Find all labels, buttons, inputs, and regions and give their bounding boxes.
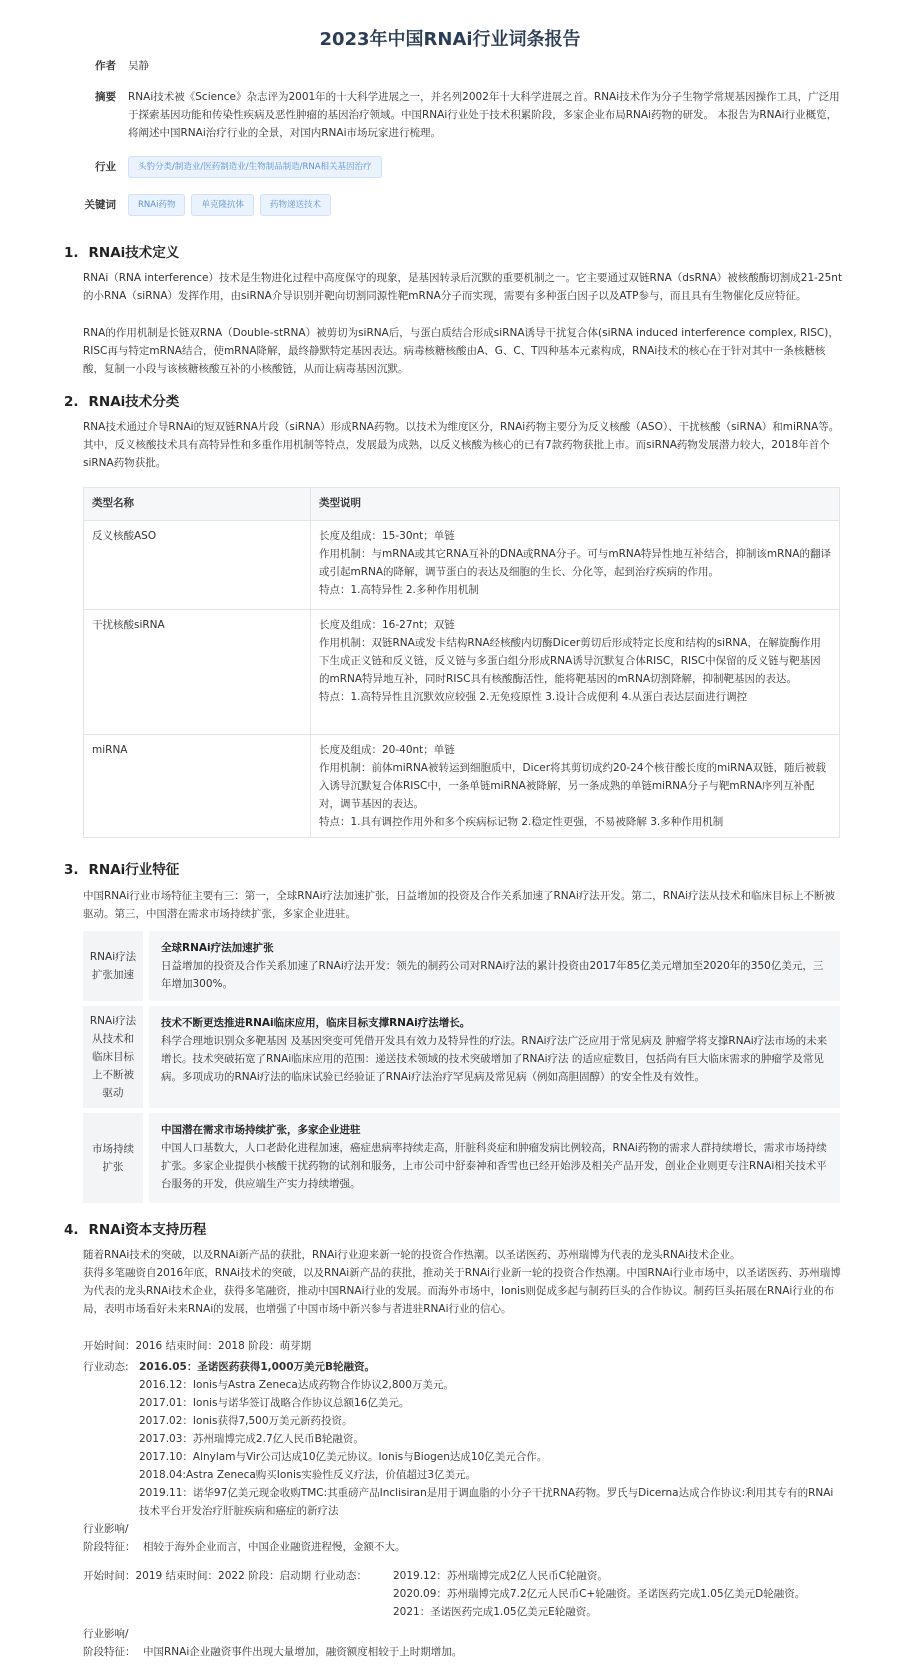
section-number: 2. <box>64 394 79 410</box>
desc-line: 特点：1.高特异性且沉默效应较强 2.无免疫原性 3.设计合成便利 4.从蛋白表达层面进行调控 <box>319 691 748 703</box>
section-number: 1. <box>64 245 79 261</box>
desc-line: 长度及组成：20-40nt；单链 <box>319 744 455 756</box>
section-heading <box>64 392 179 412</box>
abstract-row <box>82 88 840 144</box>
timeline-event: 2020.09：苏州瑞博完成7.2亿元人民币C+轮融资。圣诺医药完成1.05亿美元D轮融资。 <box>393 1588 806 1600</box>
table-header-row <box>84 488 840 521</box>
feature-title: 中国潜在需求市场持续扩张，多家企业进驻 <box>161 1124 361 1136</box>
classification-table <box>83 487 840 838</box>
section1-paragraph: RNAi（RNA interference）技术是生物进化过程中高度保守的现象，是基因转录后沉默的重要机制之一。它主要通过双链RNA（dsRNA）被核酸酶切割成21-25nt的小RNA（siRNA）发挥作用，由siRNA介导识别并靶向切割同源性靶mRNA分子而实现，需要有多种蛋白因子以及ATP参与，而且具有生物催化反应特征。 <box>83 272 843 302</box>
section-number: 4. <box>64 1222 79 1238</box>
timeline-event: 2016.05：圣诺医药获得1,000万美元B轮融资。 <box>139 1361 376 1373</box>
feature-label: RNAi疗法扩张加速 <box>83 931 143 1001</box>
table-row <box>84 610 840 735</box>
timeline-event: 2019.12：苏州瑞博完成2亿人民币C轮融资。 <box>393 1570 608 1582</box>
report-title: 2023年中国RNAi行业词条报告 <box>319 29 581 50</box>
type-name: 干扰核酸siRNA <box>84 610 311 735</box>
desc-line: 作用机制：双链RNA或发卡结构RNA经核酸内切酶Dicer剪切后形成特定长度和结构的siRNA，在解旋酶作用下生成正义链和反义链，反义链与多蛋白组分形成RNA诱导沉默复合体RISC，RISC中保留的反义链与靶基因的mRNA特异地互补，同时RISC具有核酸酶活性，能将靶基因的mRNA切割降解，抑制靶基因的表达。 <box>319 637 821 685</box>
type-name: miRNA <box>84 735 311 838</box>
feature-body <box>149 931 840 1001</box>
type-name: 反义核酸ASO <box>84 521 311 610</box>
phase-header: 开始时间：2016 结束时间：2018 阶段：萌芽期 <box>83 1340 312 1352</box>
phase-feature-label: 阶段特征： <box>83 1541 136 1553</box>
desc-line: 作用机制：与mRNA或其它RNA互补的DNA或RNA分子。可与mRNA特异性地互补结合，抑制该mRNA的翻译或引起mRNA的降解，调节蛋白的表达及细胞的生长、分化等，起到治疗疾病的作用。 <box>319 548 831 578</box>
desc-line: 长度及组成：15-30nt；单链 <box>319 530 455 542</box>
industry-tag[interactable]: 头豹分类/制造业/医药制造业/生物制品制造/RNA相关基因治疗 <box>128 156 382 178</box>
keyword-tag[interactable]: 药物递送技术 <box>260 194 331 216</box>
timeline-event: 2017.10：Alnylam与Vir公司达成10亿美元协议。Ionis与Biogen达成10亿美元合作。 <box>139 1451 548 1463</box>
feature-body <box>149 1113 840 1203</box>
section2-paragraph: RNA技术通过介导RNAi的短双链RNA片段（siRNA）形成RNA药物。以技术为维度区分，RNAi药物主要分为反义核酸（ASO）、干扰核酸（siRNA）和miRNA等。其中，反义核酸技术具有高特异性和多重作用机制等特点，发展最为成熟，以反义核酸为核心的已有7款药物获批上市。而siRNA药物发展潜力较大，2018年首个siRNA药物获批。 <box>83 421 840 469</box>
feature-body <box>149 1006 840 1108</box>
table-row <box>84 521 840 610</box>
phase-dynamics-label: 行业动态: <box>83 1361 129 1373</box>
phase-feature-text: 中国RNAi企业融资事件出现大量增加，融资额度相较于上时期增加。 <box>143 1646 463 1658</box>
section4-paragraph: 获得多笔融资自2016年底，RNAi技术的突破，以及RNAi新产品的获批，推动关于RNAi行业新一轮的投资合作热潮。中国RNAi行业市场中，以圣诺医药、苏州瑞博为代表的龙头RNAi技术企业，获得多笔融资，推动中国RNAi行业的发展。而海外市场中，Ionis则促成多起与制药巨头的合作协议。制药巨头拓展在RNAi行业的布局，表明市场看好未来RNAi的发展，也增强了中国市场中新兴参与者进驻RNAi行业的信心。 <box>83 1267 841 1315</box>
timeline-event: 2017.01：Ionis与诺华签订战略合作协议总额16亿美元。 <box>139 1397 410 1409</box>
industry-label: 行业 <box>95 161 116 173</box>
timeline-event: 2017.03：苏州瑞博完成2.7亿人民币B轮融资。 <box>139 1433 364 1445</box>
timeline-event: 2019.11：诺华97亿美元现金收购TMC:其重磅产品Inclisiran是用于调血脂的小分子干扰RNA药物。罗氏与Dicerna达成合作协议:利用其专有的RNAi技术平台开发治疗肝脏疾病和癌症的新疗法 <box>139 1487 834 1517</box>
phase-feature-label: 阶段特征： <box>83 1646 136 1658</box>
phase-impact-label: 行业影响/ <box>83 1628 129 1640</box>
section1-paragraph: RNA的作用机制是长链双RNA（Double-stRNA）被剪切为siRNA后，与蛋白质结合形成siRNA诱导干扰复合体(siRNA induced interference complex, RISC)，RISC再与特定mRNA结合，使mRNA降解，最终静默特定基因表达。病毒核糖核酸由A、G、C、T四种基本元素构成，RNAi技术的核心在于针对其中一条核糖核酸，复制一小段与该核糖核酸互补的小核酸链，从而让病毒基因沉默。 <box>83 327 839 375</box>
section-title: RNAi行业特征 <box>88 862 180 878</box>
type-desc <box>311 521 840 610</box>
author-name: 吴静 <box>128 60 149 72</box>
industry-row <box>82 156 840 180</box>
section-title: RNAi技术定义 <box>88 245 180 261</box>
feature-card <box>83 1006 840 1108</box>
feature-title: 全球RNAi疗法加速扩张 <box>161 942 274 954</box>
type-desc <box>311 610 840 735</box>
timeline-event: 2017.02：Ionis获得7,500万美元新药投资。 <box>139 1415 353 1427</box>
keyword-tag[interactable]: 单克隆抗体 <box>191 194 254 216</box>
section3-paragraph: 中国RNAi行业市场特征主要有三：第一，全球RNAi疗法加速扩张，日益增加的投资及合作关系加速了RNAi疗法开发。第二，RNAi疗法从技术和临床目标上不断被驱动。第三，中国潜在需求市场持续扩张，多家企业进驻。 <box>83 890 835 920</box>
section-number: 3. <box>64 862 79 878</box>
desc-line: 特点：1.具有调控作用外和多个疾病标记物 2.稳定性更强，不易被降解 3.多种作用机制 <box>319 816 724 828</box>
abstract-label: 摘要 <box>95 91 116 103</box>
section-heading <box>64 243 179 263</box>
author-row <box>82 57 840 77</box>
section-heading <box>64 1220 206 1240</box>
feature-title: 技术不断更迭推进RNAi临床应用，临床目标支撑RNAi疗法增长。 <box>161 1017 471 1029</box>
feature-text: 科学合理地识别众多靶基因 及基因突变可凭借开发具有效力及特异性的疗法。RNAi疗法广泛应用于常见病及 肿瘤学将支撑RNAi疗法市场的未来增长。技术突破拓宽了RNAi临床应用的范围：递送技术领域的技术突破增加了RNAi疗法 的适应症数目，包括尚有巨大临床需求的肿瘤学及常见病。多项成功的RNAi疗法的临床试验已经验证了RNAi疗法治疗罕见病及常见病（例如高胆固醇）的安全性及有效性。 <box>161 1035 828 1083</box>
timeline-event: 2021：圣诺医药完成1.05亿美元E轮融资。 <box>393 1606 597 1618</box>
feature-text: 日益增加的投资及合作关系加速了RNAi疗法开发：领先的制药公司对RNAi疗法的累计投资由2017年85亿美元增加至2020年的350亿美元，三年增加300%。 <box>161 960 824 990</box>
abstract-text: RNAi技术被《Science》杂志评为2001年的十大科学进展之一，并名列2002年十大科学进展之首。RNAi技术作为分子生物学常规基因操作工具，广泛用于探索基因功能和传染性疾病及恶性肿瘤的基因治疗领域。中国RNAi行业处于技术积累阶段，多家企业布局RNAi药物的研发。 本报告为RNAi行业概览，将阐述中国RNAi治疗行业的全景，对国内RNAi市场玩家进行梳理。 <box>128 91 840 139</box>
desc-line: 长度及组成：16-27nt；双链 <box>319 619 455 631</box>
phase-impact-label: 行业影响/ <box>83 1523 129 1535</box>
desc-line: 特点：1.高特异性 2.多种作用机制 <box>319 584 479 596</box>
section-heading <box>64 860 179 880</box>
table-row <box>84 735 840 838</box>
timeline-event: 2016.12：Ionis与Astra Zeneca达成药物合作协议2,800万美元。 <box>139 1379 454 1391</box>
section4-paragraph: 随着RNAi技术的突破，以及RNAi新产品的获批，RNAi行业迎来新一轮的投资合作热潮。以圣诺医药、苏州瑞博为代表的龙头RNAi技术企业。 <box>83 1249 741 1261</box>
phase-feature-text: 相较于海外企业而言，中国企业融资进程慢，金额不大。 <box>143 1541 406 1553</box>
table-header: 类型名称 <box>84 488 311 521</box>
table-header: 类型说明 <box>311 488 840 521</box>
feature-label: RNAi疗法从技术和临床目标上不断被驱动 <box>83 1006 143 1108</box>
type-desc <box>311 735 840 838</box>
timeline-event: 2018.04:Astra Zeneca购买Ionis实验性反义疗法，价值超过3亿美元。 <box>139 1469 477 1481</box>
keyword-tag[interactable]: RNAi药物 <box>128 194 185 216</box>
section-title: RNAi技术分类 <box>88 394 180 410</box>
keywords-row <box>82 194 840 218</box>
feature-card <box>83 931 840 1001</box>
author-label: 作者 <box>95 60 116 72</box>
feature-card <box>83 1113 840 1203</box>
desc-line: 作用机制：前体miRNA被转运到细胞质中，Dicer将其剪切成约20-24个核苷酸长度的miRNA双链，随后被载入诱导沉默复合体RISC中，一条单链miRNA被降解，另一条成熟的单链miRNA分子与靶mRNA序列互补配对，调节基因的表达。 <box>319 762 827 810</box>
feature-label: 市场持续扩张 <box>83 1113 143 1203</box>
keywords-label: 关键词 <box>84 199 116 211</box>
phase-header: 开始时间：2019 结束时间：2022 阶段：启动期 行业动态： <box>83 1570 367 1582</box>
section-title: RNAi资本支持历程 <box>88 1222 207 1238</box>
feature-text: 中国人口基数大，人口老龄化进程加速，癌症患病率持续走高，肝脏科炎症和肿瘤发病比例较高，RNAi药物的需求人群持续增长，需求市场持续扩张。多家企业提供小核酸干扰药物的试剂和服务，上市公司中舒泰神和香雪也已经开始涉及相关产品开发，创业企业则更专注RNAi相关技术平台服务的开发，供应端生产实力持续增强。 <box>161 1142 827 1190</box>
